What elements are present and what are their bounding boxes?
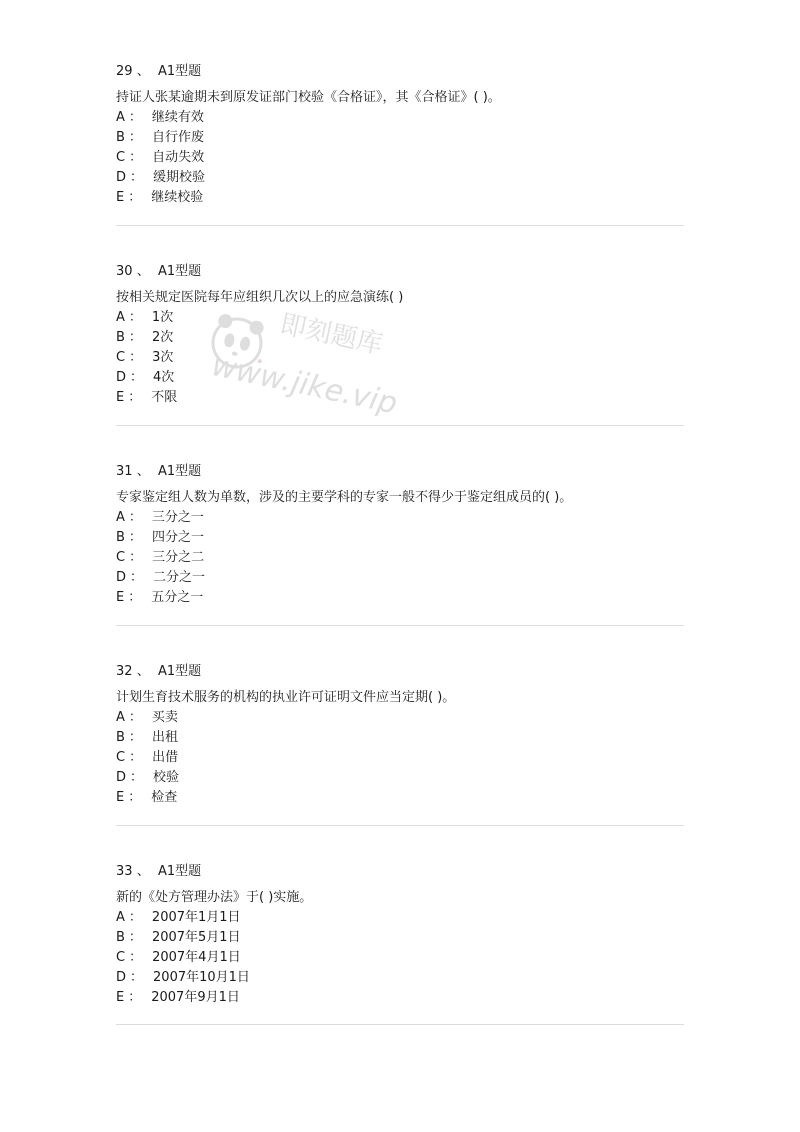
question-header (116, 462, 684, 482)
question-header (116, 662, 684, 682)
option-d[interactable] (116, 768, 684, 788)
option-colon: ： (130, 970, 144, 985)
option-text: 2007年9月1日 (151, 990, 240, 1005)
question-divider (116, 425, 684, 426)
option-text: 2007年4月1日 (152, 950, 241, 965)
option-d[interactable] (116, 568, 684, 588)
watermark-brand-text: 即刻题库 (277, 309, 386, 361)
option-letter: B (116, 530, 125, 545)
option-letter: D (116, 370, 127, 385)
option-letter: B (116, 730, 125, 745)
option-colon: ： (128, 130, 142, 145)
option-colon: ： (129, 550, 143, 565)
option-c[interactable] (116, 148, 684, 168)
question-stem: 新的《处方管理办法》于( )实施。 (116, 890, 313, 905)
question-header (116, 862, 684, 882)
option-c[interactable] (116, 348, 684, 368)
option-colon: ： (128, 190, 142, 205)
option-text: 校验 (153, 770, 180, 785)
option-b[interactable] (116, 528, 684, 548)
question-separator: 、 (136, 264, 150, 279)
option-colon: ： (128, 390, 142, 405)
option-colon: ： (130, 170, 144, 185)
option-letter: C (116, 150, 126, 165)
option-letter: E (116, 990, 125, 1005)
option-text: 三分之一 (151, 510, 204, 525)
option-text: 2007年10月1日 (153, 970, 250, 985)
question-header (116, 62, 684, 82)
question-divider (116, 225, 684, 226)
option-colon: ： (129, 350, 143, 365)
option-colon: ： (130, 770, 144, 785)
option-d[interactable] (116, 368, 684, 388)
option-letter: B (116, 330, 125, 345)
option-text: 三分之二 (152, 550, 205, 565)
option-letter: B (116, 130, 125, 145)
option-c[interactable] (116, 748, 684, 768)
option-a[interactable] (116, 708, 684, 728)
option-colon: ： (128, 510, 142, 525)
question-separator: 、 (136, 864, 150, 879)
option-letter: E (116, 590, 125, 605)
option-e[interactable] (116, 788, 684, 808)
option-text: 继续有效 (151, 110, 204, 125)
option-text: 五分之一 (151, 590, 204, 605)
question-type: A1型题 (157, 864, 202, 879)
option-e[interactable] (116, 188, 684, 208)
option-a[interactable] (116, 508, 684, 528)
option-letter: D (116, 170, 127, 185)
option-colon: ： (128, 110, 142, 125)
question-stem: 按相关规定医院每年应组织几次以上的应急演练( ) (116, 290, 404, 305)
option-text: 二分之一 (153, 570, 206, 585)
option-text: 自行作废 (151, 130, 204, 145)
option-b[interactable] (116, 128, 684, 148)
option-text: 继续校验 (151, 190, 204, 205)
option-text: 买卖 (151, 710, 178, 725)
option-text: 2007年1月1日 (151, 910, 241, 925)
option-colon: ： (129, 150, 143, 165)
option-a[interactable] (116, 308, 684, 328)
question-divider (116, 1024, 684, 1025)
question-number: 33 (116, 864, 133, 879)
option-letter: E (116, 190, 125, 205)
question-stem: 计划生育技术服务的机构的执业许可证明文件应当定期( )。 (116, 690, 456, 705)
option-text: 检查 (151, 790, 178, 805)
option-c[interactable] (116, 548, 684, 568)
question-29 (116, 62, 684, 208)
option-colon: ： (128, 990, 142, 1005)
option-d[interactable] (116, 968, 684, 988)
option-colon: ： (128, 330, 142, 345)
question-stem: 专家鉴定组人数为单数，涉及的主要学科的专家一般不得少于鉴定组成员的( )。 (116, 490, 573, 505)
option-text: 出借 (152, 750, 179, 765)
question-number: 31 (116, 464, 133, 479)
option-letter: A (116, 510, 125, 525)
question-number: 29 (116, 64, 133, 79)
option-colon: ： (128, 730, 142, 745)
question-33 (116, 862, 684, 1008)
option-colon: ： (128, 910, 142, 925)
option-a[interactable] (116, 908, 684, 928)
option-text: 不限 (151, 390, 178, 405)
question-separator: 、 (136, 64, 150, 79)
option-e[interactable] (116, 388, 684, 408)
question-32 (116, 662, 684, 808)
option-c[interactable] (116, 948, 684, 968)
option-text: 出租 (151, 730, 178, 745)
option-e[interactable] (116, 988, 684, 1008)
option-e[interactable] (116, 588, 684, 608)
option-letter: A (116, 710, 125, 725)
option-b[interactable] (116, 728, 684, 748)
option-colon: ： (130, 570, 144, 585)
option-b[interactable] (116, 328, 684, 348)
option-letter: A (116, 910, 125, 925)
watermark-url-text: www.jike.vip (208, 348, 401, 422)
option-text: 4次 (153, 370, 175, 385)
question-type: A1型题 (157, 64, 202, 79)
question-number: 32 (116, 664, 133, 679)
option-colon: ： (129, 950, 143, 965)
option-letter: E (116, 790, 125, 805)
option-colon: ： (128, 790, 142, 805)
option-letter: B (116, 930, 125, 945)
option-letter: C (116, 750, 126, 765)
question-stem: 持证人张某逾期未到原发证部门校验《合格证》，其《合格证》( )。 (116, 90, 501, 105)
option-text: 缓期校验 (153, 170, 206, 185)
option-letter: C (116, 550, 126, 565)
option-letter: D (116, 970, 127, 985)
option-text: 1次 (151, 310, 174, 325)
option-colon: ： (130, 370, 144, 385)
option-colon: ： (128, 930, 142, 945)
option-d[interactable] (116, 168, 684, 188)
option-b[interactable] (116, 928, 684, 948)
option-letter: C (116, 950, 126, 965)
option-colon: ： (129, 750, 143, 765)
option-letter: A (116, 310, 125, 325)
question-separator: 、 (136, 464, 150, 479)
option-text: 自动失效 (152, 150, 205, 165)
option-colon: ： (128, 310, 142, 325)
question-divider (116, 825, 684, 826)
option-letter: C (116, 350, 126, 365)
option-text: 2007年5月1日 (151, 930, 241, 945)
question-type: A1型题 (157, 264, 202, 279)
option-a[interactable] (116, 108, 684, 128)
option-letter: D (116, 570, 127, 585)
question-30 (116, 262, 684, 408)
question-31 (116, 462, 684, 608)
option-text: 3次 (152, 350, 174, 365)
option-text: 2次 (151, 330, 174, 345)
question-type: A1型题 (157, 664, 202, 679)
question-separator: 、 (136, 664, 150, 679)
option-letter: A (116, 110, 125, 125)
option-colon: ： (128, 590, 142, 605)
option-letter: E (116, 390, 125, 405)
option-colon: ： (128, 710, 142, 725)
question-type: A1型题 (157, 464, 202, 479)
option-colon: ： (128, 530, 142, 545)
option-letter: D (116, 770, 127, 785)
option-text: 四分之一 (151, 530, 204, 545)
question-number: 30 (116, 264, 133, 279)
question-divider (116, 625, 684, 626)
question-header (116, 262, 684, 282)
